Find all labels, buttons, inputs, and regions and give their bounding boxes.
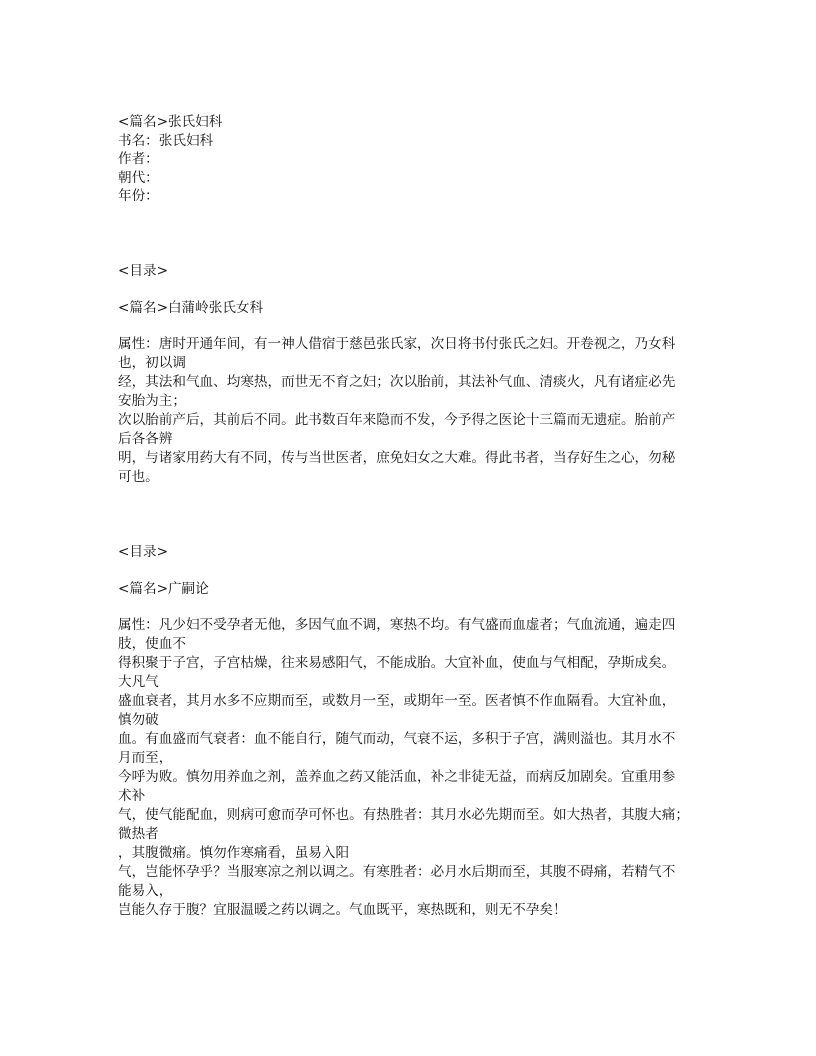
body-line: 能易入， [118, 883, 173, 900]
body-line: 慎勿破 [118, 712, 159, 729]
body-line: 肢，使血不 [118, 636, 186, 653]
spacer [118, 487, 718, 543]
body-line: 今呼为败。慎勿用养血之剂，盖养血之药又能活血，补之非徒无益，而病反加剧矣。宜重用参 [118, 769, 676, 786]
book-name: 书名：张氏妇科 [118, 132, 214, 149]
section-baipuling [118, 262, 718, 487]
body-line: 属性：唐时开通年间，有一神人借宿于慈邑张氏家，次日将书付张氏之妇。开卷视之，乃女科 [118, 336, 676, 353]
body-line: 安胎为主； [118, 393, 186, 410]
chapter-title: <篇名>张氏妇科 [118, 114, 223, 130]
body-line: 气，使气能配血，则病可愈而孕可怀也。有热胜者：其月水必先期而至。如大热者，其腹大痛； [118, 807, 689, 824]
body-line: 明，与诸家用药大有不同，传与当世医者，庶免妇女之大难。得此书者，当存好生之心，勿秘 [118, 450, 676, 467]
spacer [118, 562, 718, 580]
toc-tag: <目录> [118, 262, 168, 279]
body-line: 大凡气 [118, 674, 159, 691]
section-body [118, 335, 718, 487]
body-line: 微热者 [118, 826, 159, 843]
author-field: 作者： [118, 151, 159, 168]
body-line: 后各各辨 [118, 431, 173, 448]
body-line: 也，初以调 [118, 355, 186, 372]
body-line: 可也。 [118, 469, 159, 486]
body-line: ，其腹微痛。慎勿作寒痛看，虽易入阳 [118, 845, 350, 862]
document-header [118, 113, 718, 206]
section-body [118, 616, 718, 920]
body-line: 得积聚于子宫，子宫枯燥，往来易感阳气，不能成胎。大宜补血，使血与气相配，孕斯成矣。 [118, 655, 676, 672]
body-line: 属性：凡少妇不受孕者无他，多因气血不调，寒热不均。有气盛而血虚者；气血流通，遍走四 [118, 617, 676, 634]
dynasty-field: 朝代： [118, 169, 159, 186]
spacer [118, 317, 718, 335]
body-line: 经，其法和气血、均寒热，而世无不育之妇；次以胎前，其法补气血、清痰火，凡有诸症必先 [118, 374, 676, 391]
body-line: 术补 [118, 788, 146, 805]
chapter-title: <篇名>白蒲岭张氏女科 [118, 299, 264, 316]
body-line: 血。有血盛而气衰者：血不能自行，随气而动，气衰不运，多积于子宫，满则溢也。其月水不 [118, 731, 676, 748]
spacer [118, 281, 718, 299]
spacer [118, 598, 718, 616]
body-line: 盛血衰者，其月水多不应期而至，或数月一至，或期年一至。医者慎不作血隔看。大宜补血， [118, 693, 676, 710]
chapter-title: <篇名>广嗣论 [118, 580, 209, 597]
section-guangsilun [118, 543, 718, 920]
toc-tag: <目录> [118, 544, 168, 561]
body-line: 次以胎前产后，其前后不同。此书数百年来隐而不发，今予得之医论十三篇而无遗症。胎前产 [118, 412, 676, 429]
body-line: 岂能久存于腹？宜服温暖之药以调之。气血既平，寒热既和，则无不孕矣！ [118, 902, 567, 919]
document-page [118, 113, 718, 920]
year-field: 年份： [118, 188, 159, 205]
body-line: 气，岂能怀孕乎？当服寒凉之剂以调之。有寒胜者：必月水后期而至，其腹不碍痛，若精气不 [118, 864, 676, 881]
spacer [118, 206, 718, 262]
body-line: 月而至， [118, 750, 173, 767]
